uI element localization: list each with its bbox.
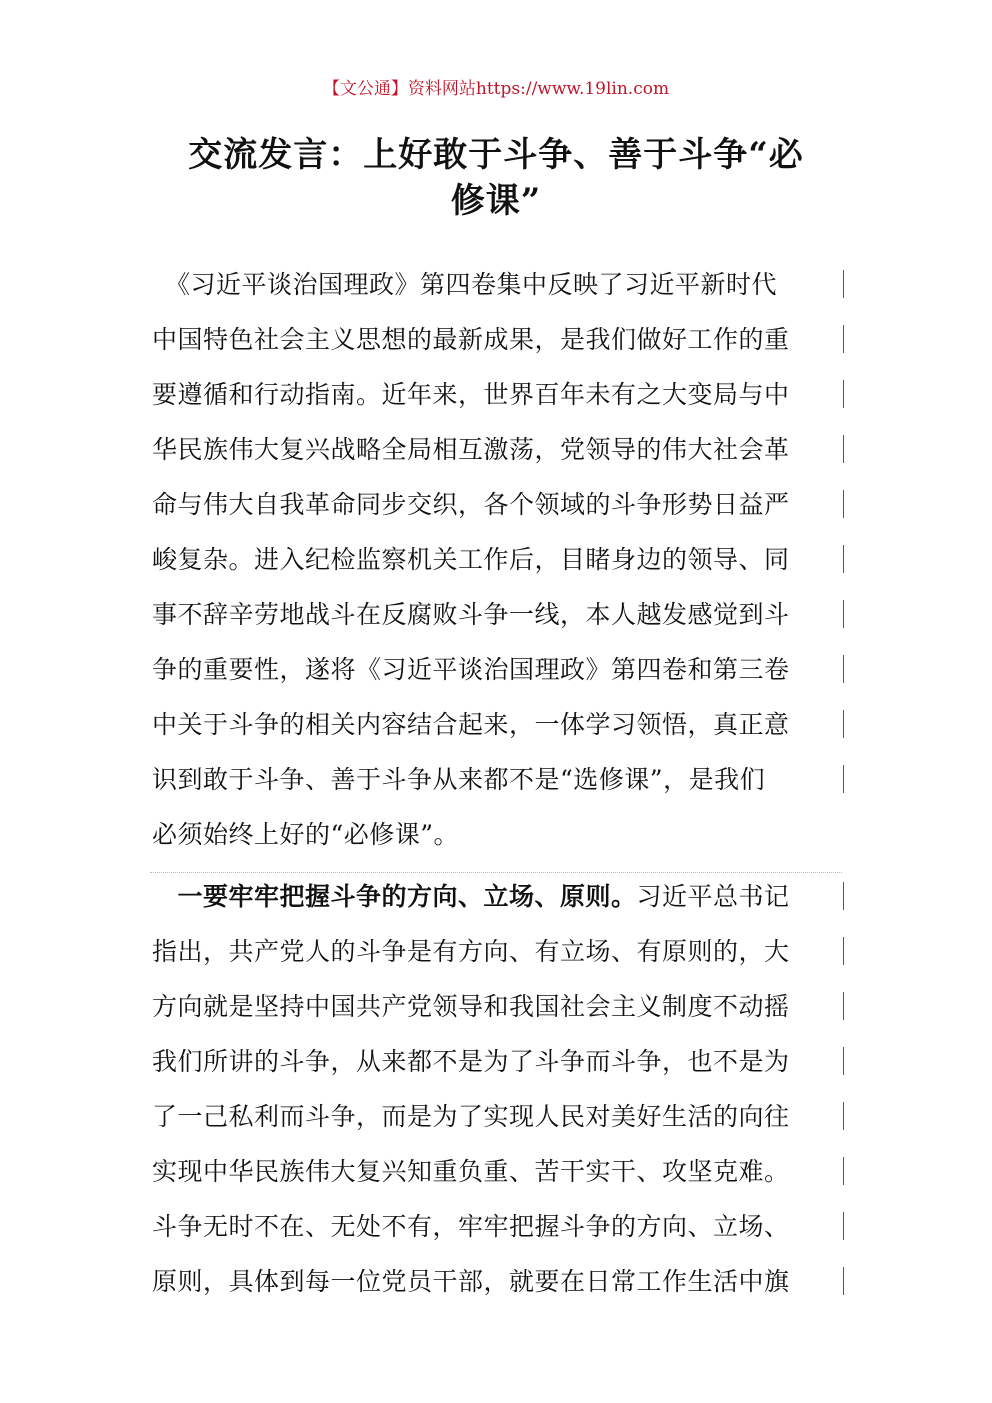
- body-line: 斗争无时不在、无处不有，牢牢把握斗争的方向、立场、: [152, 1212, 790, 1241]
- margin-mark: [843, 992, 844, 1020]
- margin-mark: [843, 1102, 844, 1130]
- margin-mark: [843, 1157, 844, 1185]
- body-line: 《习近平谈治国理政》第四卷集中反映了习近平新时代: [152, 270, 778, 299]
- bold-lead-text: 一要牢牢把握斗争的方向、立场、原则。: [152, 882, 637, 911]
- margin-mark: [843, 545, 844, 573]
- body-line: 了一己私利而斗争，而是为了实现人民对美好生活的向往: [152, 1102, 790, 1131]
- body-line: 峻复杂。进入纪检监察机关工作后，目睹身边的领导、同: [152, 545, 790, 574]
- margin-mark: [843, 490, 844, 518]
- body-line: 争的重要性，遂将《习近平谈治国理政》第四卷和第三卷: [152, 655, 790, 684]
- margin-mark: [843, 937, 844, 965]
- margin-mark: [843, 710, 844, 738]
- body-line: 中关于斗争的相关内容结合起来，一体学习领悟，真正意: [152, 710, 790, 739]
- body-line: 实现中华民族伟大复兴知重负重、苦干实干、攻坚克难。: [152, 1157, 790, 1186]
- body-line: 识到敢于斗争、善于斗争从来都不是“选修课”，是我们: [152, 765, 766, 794]
- margin-mark: [843, 325, 844, 353]
- body-line: 必须始终上好的“必修课”。: [152, 820, 460, 849]
- body-line: 原则，具体到每一位党员干部，就要在日常工作生活中旗: [152, 1267, 790, 1296]
- body-line: 我们所讲的斗争，从来都不是为了斗争而斗争，也不是为: [152, 1047, 790, 1076]
- margin-mark: [843, 765, 844, 793]
- lead-rest-text: 习近平总书记: [636, 882, 790, 911]
- margin-mark: [843, 270, 844, 298]
- site-header: 【文公通】资料网站https://www.19lin.com: [322, 79, 670, 99]
- margin-mark: [843, 1047, 844, 1075]
- margin-mark: [843, 435, 844, 463]
- body-line: 要遵循和行动指南。近年来，世界百年未有之大变局与中: [152, 380, 790, 409]
- title-line-1: 交流发言：上好敢于斗争、善于斗争“必: [188, 135, 804, 175]
- margin-mark: [843, 882, 844, 910]
- body-line: 华民族伟大复兴战略全局相互激荡，党领导的伟大社会革: [152, 435, 790, 464]
- margin-mark: [843, 1267, 844, 1295]
- body-line: 命与伟大自我革命同步交织，各个领域的斗争形势日益严: [152, 490, 790, 519]
- body-line: 指出，共产党人的斗争是有方向、有立场、有原则的，大: [152, 937, 790, 966]
- margin-mark: [843, 600, 844, 628]
- margin-mark: [843, 655, 844, 683]
- margin-mark: [843, 1212, 844, 1240]
- body-line-lead: [152, 880, 842, 932]
- body-line: 方向就是坚持中国共产党领导和我国社会主义制度不动摇: [152, 992, 790, 1021]
- body-line: 中国特色社会主义思想的最新成果，是我们做好工作的重: [152, 325, 790, 354]
- margin-mark: [843, 380, 844, 408]
- title-line-2: 修课”: [450, 181, 542, 221]
- body-line: 事不辞辛劳地战斗在反腐败斗争一线，本人越发感觉到斗: [152, 600, 790, 629]
- page-title: [150, 132, 842, 224]
- paragraph-separator: [150, 872, 842, 873]
